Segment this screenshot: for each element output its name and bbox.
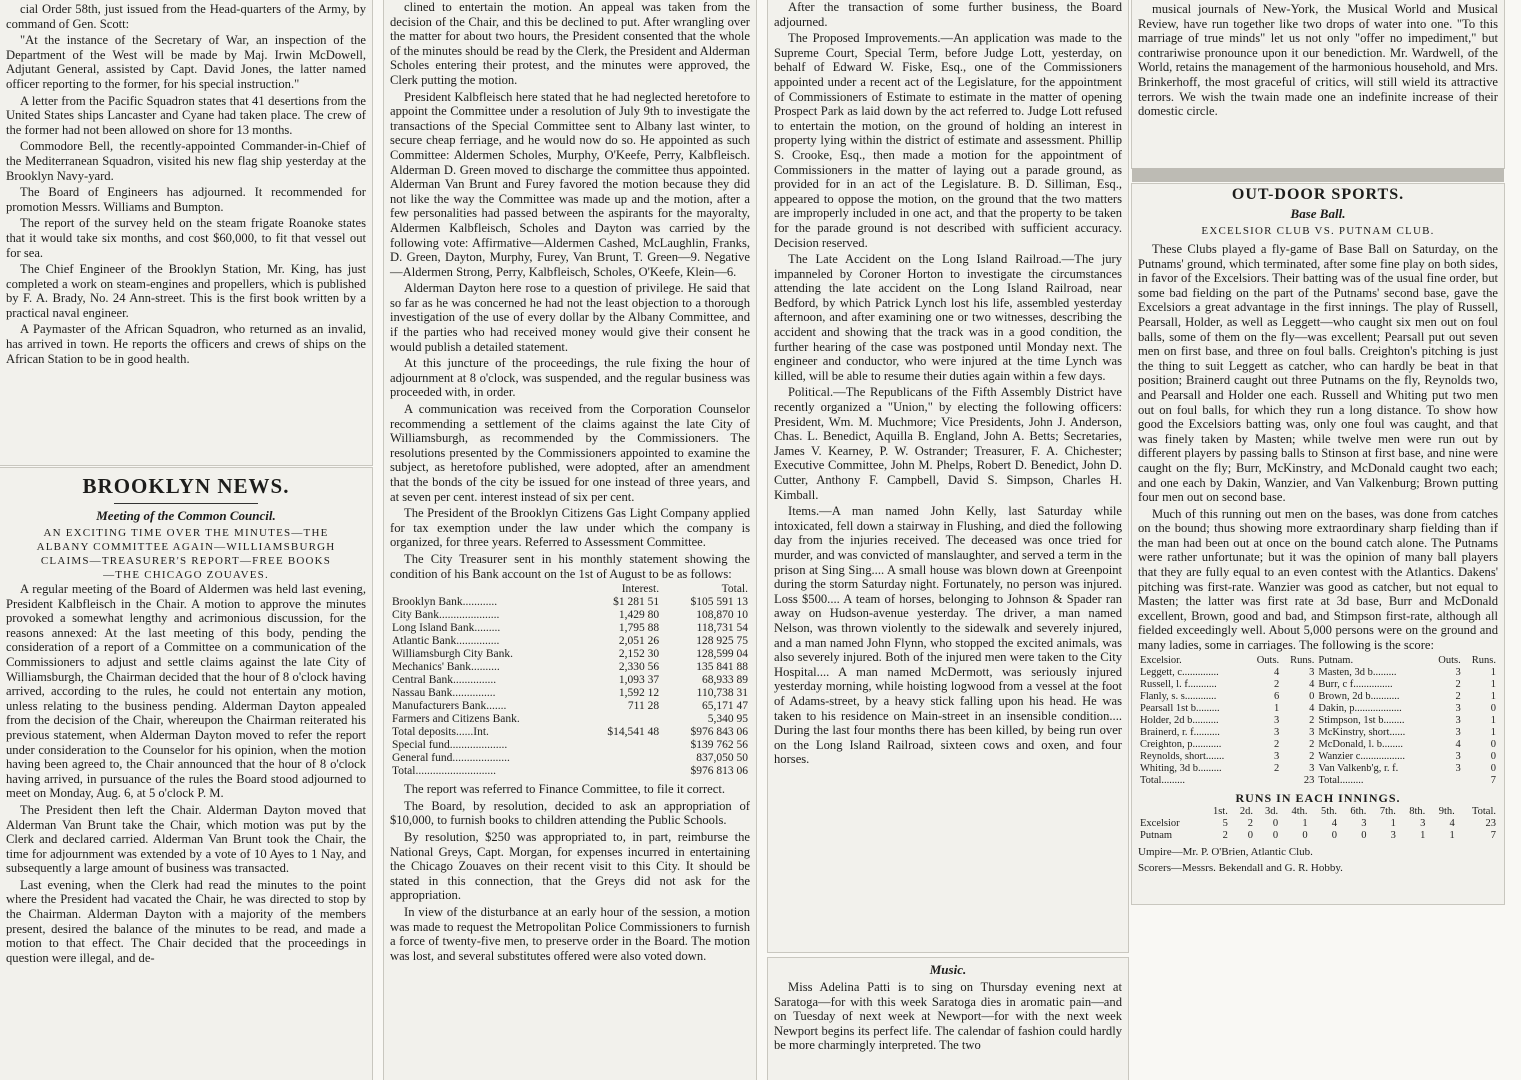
table-cell bbox=[390, 583, 580, 596]
table-cell: 2 bbox=[1273, 678, 1280, 690]
table-cell: Burr, c f............... bbox=[1318, 678, 1393, 690]
table-cell bbox=[1248, 775, 1281, 787]
table-cell: Special fund.................... bbox=[392, 739, 508, 752]
paragraph: A communication was received from the Corporation Counselor recommending a settlement of the claims against the late City of Williamsburgh, as recommended by the Commissioners. The resolutions presented by the Commissioners appointed to examine the subject, as heretofore published, were adopted, after an amendment that the bonds of the city be issued for one instead of three years, and at seven per cent. interest instead of six per cent. bbox=[390, 402, 750, 504]
paragraph: By resolution, $250 was appropriated to, in part, reimburse the National Greys, Capt. Morgan, for expenses incurred in entertaining the Chicago Zouaves on their recent visit to this City. It should be stated in this connection, that the Greys did not ask for the appropriation. bbox=[390, 829, 750, 903]
table-cell: 2 bbox=[1309, 750, 1315, 762]
table-cell: Total......... bbox=[1318, 774, 1364, 786]
table-cell: Brooklyn Bank............ bbox=[392, 596, 498, 609]
paragraph: A Paymaster of the African Squadron, who returned as an invalid, has arrived in town. He reports the officers and crews of ships on the African Station to be in good health. bbox=[6, 322, 366, 366]
column-4-sports bbox=[1132, 186, 1504, 904]
table-row bbox=[390, 661, 750, 674]
table-cell: Putnam. bbox=[1318, 654, 1354, 666]
article-title: Meeting of the Common Council. bbox=[96, 508, 276, 523]
paragraph: Last evening, when the Clerk had read the minutes to the point where the President had vacated the Chair, he was directed to stop by the Chairman. Alderman Dayton with a majority of the members present, desired the balance of the minutes to be read, and made a motion to that effect. The Chair decided that the proceedings in question were illegal, and de- bbox=[6, 877, 366, 965]
table-cell: 3 bbox=[1390, 829, 1396, 841]
table-cell: Brainerd, r. f.......... bbox=[1140, 726, 1220, 738]
table-row bbox=[390, 765, 750, 778]
table-cell: 2 bbox=[1309, 738, 1315, 750]
table-cell bbox=[580, 739, 661, 752]
table-cell: $139 762 56 bbox=[690, 739, 748, 752]
paragraph: Much of this running out men on the bases, was done from catches on the bound; thus showing more extraordinary sharp fielding than if the man had been out at once on the bound catch alone. The Putnams were rather unfortunate; but it was the opinion of many ball players that they are fully equal to an even contest with the Atlantics. Dakens' pitching was first-rate. Wanzier was good as catcher, but not equal to Masten; the latter was first rate at 3d base, Burr and McDonald excellent, Brown, good and bad, and Stimpson first-rate, although all fielded exceedingly well. About 5,000 persons were on the ground and many ladies, some in carriages. The following is the score: bbox=[1138, 506, 1498, 653]
clipping-musical-journals bbox=[1132, 0, 1504, 168]
table-cell: Outs. bbox=[1438, 654, 1461, 666]
table-cell: 2d. bbox=[1239, 805, 1253, 817]
table-cell bbox=[1430, 775, 1463, 787]
table-row bbox=[390, 713, 750, 726]
paragraph: clined to entertain the motion. An appeal was taken from the decision of the Chair, and this be declined to put. After wrangling over the matter for about two hours, the President consented that the whole of the minutes should be read by the Clerk, the President and Alderman Scholes entering their protest, and the minutes were approved, the Clerk putting the motion. bbox=[390, 0, 750, 87]
column-2 bbox=[384, 0, 756, 1080]
paragraph: The Proposed Improvements.—An application was made to the Supreme Court, Special Term, before Judge Lott, yesterday, on behalf of Edward W. Fiske, Esq., one of the Commissioners appointed under a recent act of the Legislature, for the appointment of Commissioners of Estimate to estimate in the matter of opening Prospect Park as laid down by the act referred to. Judge Lott refused to entertain the motion, on the ground of holding an interest in property lying within the district of estimate and assessment. Phillip S. Crooke, Esq., then made a motion for the appointment of Commissioners in the matter of laying out a parade ground, as provided for in an act of the Legislature. B. D. Silliman, Esq., appeared to oppose the motion, on the ground that the two matters are improperly included in one act, and that the property to be taken for the parade ground is not described with sufficient accuracy. Decision reserved. bbox=[774, 31, 1122, 250]
journals-paragraph: musical journals of New-York, the Musical World and Musical Review, have run together like two drops of water into one. "To this marriage of true minds" let us not only "offer no impediment," but contrariwise pronounce upon it our benediction. Mr. Wardwell, of the World, retains the management of the harmonious household, and Mrs. Brinkerhoff, the most graceful of critics, will still wield its attractive terrors. We wish the twain made one an indefinite increase of their domestic circle. bbox=[1138, 2, 1498, 119]
table-row bbox=[1138, 751, 1498, 763]
table-cell: 5th. bbox=[1320, 805, 1337, 817]
table-row bbox=[390, 752, 750, 765]
table-row bbox=[390, 739, 750, 752]
table-header-row bbox=[1138, 655, 1498, 667]
table-cell: Williamsburgh City Bank. bbox=[392, 648, 514, 661]
table-cell: 0 bbox=[1247, 829, 1253, 841]
table-cell: Total deposits......Int. bbox=[392, 726, 489, 739]
table-cell: 1 bbox=[1490, 714, 1496, 726]
table-cell: 1,795 88 bbox=[618, 622, 660, 635]
table-cell: Masten, 3d b......... bbox=[1318, 666, 1397, 678]
score-table bbox=[1138, 655, 1498, 787]
paragraph: In view of the disturbance at an early hour of the session, a motion was made to request the Metropolitan Police Commissioners to furnish a force of twenty-five men, to preserve order in the Board. The motion was lost, and several substitutes offered were also voted down. bbox=[390, 904, 750, 963]
table-row bbox=[1138, 739, 1498, 751]
divider bbox=[114, 503, 258, 504]
column-3 bbox=[768, 0, 1128, 952]
clipping-music bbox=[768, 958, 1128, 1080]
table-cell: 2 bbox=[1455, 678, 1461, 690]
table-cell: 837,050 50 bbox=[696, 752, 748, 765]
table-cell: Farmers and Citizens Bank. bbox=[392, 713, 520, 726]
paragraph: A regular meeting of the Board of Aldermen was held last evening, President Kalbfleisch in the Chair. A motion to approve the minutes provoked a somewhat lengthy and acrimonious discussion, for the reasons annexed: At the last meeting of this body, pending the consideration of a report of a Committee on a communication of the Commissioners to adjust and settle claims against the late City of Williamsburgh, the Chairman decided that the hour of 8 o'clock having arrived, according to the rules, he could not entertain any motion, unless relating to the business pending. Alderman Dayton appealed from the decision of the Chair, whereupon the Chairman reiterated his previous statement, when Alderman Dayton moved to refer the report under consideration to the Counselor for his opinion, when the motion having been agreed to, the Chair announced that the hour of 8 o'clock having arrived, in pursuance of the rules the Board stood adjourned to meet on Monday, Aug. 6, at 5 o'clock P. M. bbox=[6, 582, 366, 801]
deck-line: —THE CHICAGO ZOUAVES. bbox=[103, 569, 269, 581]
deck-line: ALBANY COMMITTEE AGAIN—WILLIAMSBURGH bbox=[36, 541, 336, 553]
table-row bbox=[1138, 703, 1498, 715]
table-cell: 118,731 54 bbox=[696, 622, 748, 635]
table-cell: Central Bank............... bbox=[392, 674, 497, 687]
scorers-line: Scorers—Messrs. Bekendall and G. R. Hobby. bbox=[1138, 862, 1343, 875]
table-cell: 1 bbox=[1490, 678, 1496, 690]
table-cell: Dakin, p.................. bbox=[1318, 702, 1402, 714]
table-row bbox=[1138, 763, 1498, 775]
table-cell: 0 bbox=[1272, 817, 1279, 829]
paragraph: Commodore Bell, the recently-appointed Commander-in-Chief of the Mediterranean Squadron, visited his new flag ship yesterday at the Brooklyn Navy-yard. bbox=[6, 139, 366, 183]
table-cell: 4 bbox=[1273, 666, 1280, 678]
table-cell: Total......... bbox=[1140, 774, 1186, 786]
table-cell: 0 bbox=[1490, 762, 1496, 774]
column-4-top bbox=[1132, 2, 1504, 168]
table-cell: 0 bbox=[1361, 829, 1367, 841]
music-paragraph: Miss Adelina Patti is to sing on Thursday evening next at Saratoga—for with this week Saratoga dies in aromatic pain—and on Tuesday of next week at Newport—for with the next week Newport begins its perfect life. The calendar of fashion could hardly be more charmingly interpreted. The two bbox=[774, 980, 1122, 1053]
table-cell bbox=[580, 765, 661, 778]
table-cell: Brown, 2d b........... bbox=[1318, 690, 1400, 702]
column-1-top bbox=[0, 2, 372, 465]
paragraph: These Clubs played a fly-game of Base Ball on Saturday, on the Putnams' ground, which terminated, after some fine play on both sides, in favor of the Excelsiors. Their batting was of the usual fine order, but some bad fielding on the part of the Putnams' second base, gave the Excelsiors a great advantage in the first innings. The play of Russell, Pearsall, Holder, as well as Leggett—who caught six men out on foul balls, some of them on the fly—was excellent; Pearsall put out seven men on first base, and three on foul balls. Creighton's pitching is just the thing to suit Leggett as catcher, who can hardly be beat in that position; Brainerd caught out three Putnams on the fly, Reynolds two, and Pearsall and Holder one each. Russell and Whiting put two men out on foul balls, for which they run a long distance. To show how good the Excelsiors batting was, only one foul was caught, and that was finely taken by Masten; while twelve men were run out by different players by passing balls to Stinson at first base, and nine were caught on the fly; Burr, McKinstry, and McDonald caught two each; and one each by Dakin, Wanzier, and Van Valkenburg; Brown putting four men out on second base. bbox=[1138, 242, 1498, 505]
table-row bbox=[1138, 691, 1498, 703]
table-header-row bbox=[390, 583, 750, 596]
table-cell: Total. bbox=[721, 583, 748, 596]
table-cell: 1 bbox=[1449, 829, 1455, 841]
clipping-council-continued bbox=[384, 0, 756, 1080]
table-cell bbox=[580, 713, 661, 726]
table-cell: Outs. bbox=[1256, 654, 1280, 666]
paragraph: The report of the survey held on the steam frigate Roanoke states that it would take six months, and cost $60,000, to fit that vessel out for sea. bbox=[6, 216, 366, 260]
table-cell: Flanly, s. s............ bbox=[1140, 690, 1217, 702]
table-row bbox=[1138, 775, 1498, 787]
paragraph: The Board, by resolution, decided to ask an appropriation of $10,000, to furnish books to children attending the Public Schools. bbox=[390, 798, 750, 828]
table-cell: 3 bbox=[1455, 714, 1461, 726]
table-cell: 7 bbox=[1490, 829, 1496, 841]
table-cell: 110,738 31 bbox=[696, 687, 748, 700]
table-cell bbox=[1138, 806, 1202, 818]
article-deck bbox=[6, 526, 366, 582]
clipping-brooklyn-news bbox=[0, 468, 372, 1080]
table-cell: 3 bbox=[1420, 817, 1426, 829]
match-title: EXCELSIOR CLUB VS. PUTNAM CLUB. bbox=[1201, 225, 1435, 237]
table-row bbox=[390, 687, 750, 700]
paragraph: "At the instance of the Secretary of War, an inspection of the Department of the West will be made by Maj. Irwin McDowell, Adjutant General, assisted by Capt. David Jones, the latter named officer reporting to the former, for his special instruction." bbox=[6, 33, 366, 91]
table-cell: 1 bbox=[1490, 666, 1496, 678]
paragraph: Items.—A man named John Kelly, last Saturday while intoxicated, fell down a stairway in Flushing, and died the following day from the injuries received. The deceased was once tried for murder, and was convicted of manslaughter, and served a term in the prison at Sing Sing.... A small house was blown down at Greenpoint during the storm Saturday night. Fortunately, no person was injured. Loss $500.... A team of horses, belonging to Johnson & Spader ran away on Hudson-avenue yesterday. The driver, a man named Nelson, was thrown violently to the sidewalk and severely injured, and a man named John Flynn, who stopped the excited animals, was also severely injured. Both of the injured men were taken to the City Hospital.... A man named McDermott, was seriously injured yesterday morning, while hoisting logwood from a vessel at the foot of Adams-street, by a heavy stick falling upon his head. He was taken to his residence on Main-street in an insensible condition.... During the last four months there has been killed, by being run over on the Long Island Railroad, sixteen cows and oxen, and four horses. bbox=[774, 504, 1122, 767]
deck-line: AN EXCITING TIME OVER THE MINUTES—THE bbox=[43, 527, 329, 539]
table-cell: 3 bbox=[1361, 817, 1367, 829]
table-cell: Putnam bbox=[1140, 829, 1173, 841]
table-cell: 128,599 04 bbox=[696, 648, 748, 661]
table-cell: 3 bbox=[1309, 762, 1315, 774]
table-cell: General fund.................... bbox=[392, 752, 510, 765]
table-header-row bbox=[1138, 806, 1498, 818]
table-cell: 128 925 75 bbox=[696, 635, 748, 648]
music-column bbox=[768, 960, 1128, 1080]
table-cell: Excelsior. bbox=[1140, 654, 1182, 666]
table-cell: 2 bbox=[1273, 762, 1280, 774]
innings-title: RUNS IN EACH INNINGS. bbox=[1235, 790, 1401, 805]
table-cell: $14,541 48 bbox=[607, 726, 660, 739]
deck-line: CLAIMS—TREASURER'S REPORT—FREE BOOKS bbox=[40, 555, 332, 567]
table-cell: 2 bbox=[1247, 817, 1253, 829]
paragraph: The Chief Engineer of the Brooklyn Station, Mr. King, has just completed a work on steam-engines and propellers, which is published by F. A. Brady, No. 24 Ann-street. This is the first book written by a practical naval engineer. bbox=[6, 262, 366, 320]
paragraph: After the transaction of some further business, the Board adjourned. bbox=[774, 0, 1122, 29]
table-row bbox=[390, 596, 750, 609]
table-row bbox=[390, 609, 750, 622]
table-cell: 6th. bbox=[1350, 805, 1367, 817]
table-row bbox=[1138, 818, 1498, 830]
table-cell: Creighton, p........... bbox=[1140, 738, 1222, 750]
table-cell: 0 bbox=[1490, 738, 1496, 750]
table-cell: $105 591 13 bbox=[690, 596, 748, 609]
table-cell: Russell, l. f........... bbox=[1140, 678, 1217, 690]
bank-table bbox=[390, 583, 750, 778]
table-row bbox=[390, 635, 750, 648]
table-row bbox=[1138, 667, 1498, 679]
table-cell: Leggett, c.............. bbox=[1140, 666, 1219, 678]
column-1-bottom bbox=[0, 472, 372, 1080]
table-cell: 1,592 12 bbox=[618, 687, 660, 700]
table-cell: 3 bbox=[1455, 702, 1461, 714]
table-cell: 0 bbox=[1490, 702, 1496, 714]
table-cell: Interest. bbox=[621, 583, 660, 596]
council-closing-paragraphs bbox=[390, 782, 750, 963]
table-cell: 1 bbox=[1302, 817, 1308, 829]
table-cell: Reynolds, short....... bbox=[1140, 750, 1225, 762]
table-cell: 3 bbox=[1273, 714, 1280, 726]
council-paragraphs bbox=[390, 0, 750, 581]
table-cell: $976 813 06 bbox=[690, 765, 748, 778]
clipping-local-items bbox=[768, 0, 1128, 952]
table-row bbox=[1138, 679, 1498, 691]
table-cell: 4 bbox=[1455, 738, 1461, 750]
paragraph: Alderman Dayton here rose to a question of privilege. He said that so far as he was concerned he had not the least objection to a thorough investigation of the use of every dollar by the Albany Committee, and if the parties who had received money would give their consent he would publish a detailed statement. bbox=[390, 281, 750, 354]
table-cell: 108,870 10 bbox=[696, 609, 748, 622]
table-row bbox=[1138, 727, 1498, 739]
table-cell: Runs. bbox=[1471, 654, 1496, 666]
table-cell: City Bank..................... bbox=[392, 609, 500, 622]
table-cell: 1,429 80 bbox=[618, 609, 660, 622]
umpire-line: Umpire—Mr. P. O'Brien, Atlantic Club. bbox=[1138, 845, 1313, 858]
table-cell: 5 bbox=[1222, 817, 1228, 829]
table-cell: 1st. bbox=[1212, 805, 1228, 817]
table-row bbox=[1138, 830, 1498, 842]
table-cell: 65,171 47 bbox=[702, 700, 748, 713]
table-cell: 0 bbox=[1302, 829, 1308, 841]
table-cell: $976 843 06 bbox=[690, 726, 748, 739]
table-cell: McDonald, l. b........ bbox=[1318, 738, 1403, 750]
table-cell: McKinstry, short...... bbox=[1318, 726, 1406, 738]
table-cell: 2,051 26 bbox=[618, 635, 660, 648]
section-heading: BROOKLYN NEWS. bbox=[82, 474, 290, 498]
table-cell: Runs. bbox=[1290, 654, 1315, 666]
paragraph: Political.—The Republicans of the Fifth Assembly District have recently organized a "Union," by electing the following officers: President, Wm. M. Muchmore; Vice Presidents, John J. Anderson, Chas. L. Benedict, Aquilla B. England, John A. Betts; Secretaries, James V. Kearney, P. W. Ostrander; Treasurer, F. A. Chichester; Executive Committee, John M. Phelps, Robert D. Benedict, John D. Cutter, Anthony F. Campbell, David S. Simpson, Charles H. Kimball. bbox=[774, 385, 1122, 502]
clipping-base-ball bbox=[1132, 184, 1504, 904]
table-cell: 8th. bbox=[1409, 805, 1426, 817]
table-cell: 2 bbox=[1455, 690, 1461, 702]
base-ball-heading: Base Ball. bbox=[1290, 206, 1346, 221]
table-row bbox=[390, 648, 750, 661]
table-cell: Pearsall 1st b......... bbox=[1140, 702, 1220, 714]
table-cell: 3d. bbox=[1265, 805, 1279, 817]
table-cell: Atlantic Bank............... bbox=[392, 635, 500, 648]
table-cell: 2,330 56 bbox=[618, 661, 660, 674]
table-cell: 2 bbox=[1273, 738, 1280, 750]
table-cell: 3 bbox=[1273, 750, 1280, 762]
table-cell: 23 bbox=[1485, 817, 1496, 829]
table-cell: 3 bbox=[1309, 726, 1315, 738]
table-cell: 3 bbox=[1273, 726, 1280, 738]
table-cell: 4th. bbox=[1291, 805, 1308, 817]
table-cell: Nassau Bank............... bbox=[392, 687, 496, 700]
table-cell: 0 bbox=[1309, 690, 1315, 702]
innings-table bbox=[1138, 806, 1498, 842]
table-cell: 3 bbox=[1455, 726, 1461, 738]
table-cell: 3 bbox=[1455, 666, 1461, 678]
table-cell: 4 bbox=[1309, 702, 1315, 714]
table-row bbox=[390, 674, 750, 687]
paragraph: At this juncture of the proceedings, the rule fixing the hour of adjournment at 8 o'clock, was suspended, and the regular business was proceeded with, in order. bbox=[390, 356, 750, 400]
sports-heading: OUT-DOOR SPORTS. bbox=[1231, 186, 1405, 203]
table-cell: 4 bbox=[1331, 817, 1337, 829]
game-report bbox=[1138, 242, 1498, 653]
paragraph: The President then left the Chair. Alderman Dayton moved that Alderman Van Brunt take the Chair, which motion was put by the Clerk and declared carried. Alderman Van Brunt took the Chair, the time for adjournment was extended by a vote of 10 Ayes to 1 Nay, and subsequently a large amount of business was transacted. bbox=[6, 802, 366, 876]
table-cell: 3 bbox=[1455, 762, 1461, 774]
table-cell: 0 bbox=[1490, 750, 1496, 762]
table-cell: 1 bbox=[1490, 690, 1496, 702]
table-cell: 7 bbox=[1490, 774, 1496, 786]
clipping-navy-news bbox=[0, 0, 372, 465]
table-cell: 0 bbox=[1331, 829, 1337, 841]
table-cell: $1 281 51 bbox=[613, 596, 660, 609]
table-cell: 0 bbox=[1272, 829, 1279, 841]
table-cell: 23 bbox=[1303, 774, 1315, 786]
table-cell: 5,340 95 bbox=[707, 713, 748, 726]
paragraph: The City Treasurer sent in his monthly statement showing the condition of his Bank account on the 1st of August to be as follows: bbox=[390, 551, 750, 581]
article-body bbox=[6, 582, 366, 965]
paragraph: President Kalbfleisch here stated that he had neglected heretofore to appoint the Committee under a resolution of July 9th to investigate the transactions of the Special Committee sent to Albany last winter, to secure cheap ferriage, and he would now do so. He appointed as such Committee: Aldermen Scholes, Murphy, O'Keefe, Perry, Kalbfleisch. Alderman D. Green moved to discharge the committee thus appointed. Alderman Van Brunt and Furey favored the motion because they did not like the way the Committee was made up and the motion, after a few personalities had passed between the aspirants for the mayoralty, Aldermen Kalbfleisch, Scholes and Dayton was carried by the following vote: Affirmative—Aldermen Cashed, McLaughlin, Franks, D. Green, Dayton, Murphy, Furey, Van Brunt, T. Green—9. Negative—Aldermen Strong, Perry, Kalbfleisch, Scholes, O'Keefe, Klein—6. bbox=[390, 89, 750, 279]
table-row bbox=[1138, 715, 1498, 727]
table-cell: 135 841 88 bbox=[696, 661, 748, 674]
paragraph: A letter from the Pacific Squadron states that 41 desertions from the United States ships Lancaster and Cyane had taken place. The crew of the former had not been allowed on shore for 13 months. bbox=[6, 93, 366, 137]
table-cell: Whiting, 3d b......... bbox=[1140, 762, 1222, 774]
table-cell: Total. bbox=[1471, 805, 1496, 817]
table-cell: 4 bbox=[1449, 817, 1455, 829]
table-cell bbox=[580, 752, 661, 765]
table-cell: 3 bbox=[1309, 666, 1315, 678]
table-cell: 2,152 30 bbox=[618, 648, 660, 661]
table-cell: Manufacturers Bank....... bbox=[392, 700, 507, 713]
table-cell: Stimpson, 1st b........ bbox=[1318, 714, 1405, 726]
table-cell: Mechanics' Bank.......... bbox=[392, 661, 500, 674]
table-cell: 1 bbox=[1390, 817, 1396, 829]
table-cell: Total............................ bbox=[392, 765, 496, 778]
table-cell: 1 bbox=[1490, 726, 1496, 738]
table-cell: Excelsior bbox=[1140, 817, 1180, 829]
table-row bbox=[390, 622, 750, 635]
table-cell: 6 bbox=[1273, 690, 1280, 702]
music-heading: Music. bbox=[929, 962, 967, 977]
table-cell: 1,093 37 bbox=[618, 674, 660, 687]
table-cell: 3 bbox=[1455, 750, 1461, 762]
table-cell: 1 bbox=[1273, 702, 1280, 714]
table-cell: Long Island Bank......... bbox=[392, 622, 501, 635]
table-cell: Holder, 2d b.......... bbox=[1140, 714, 1219, 726]
table-cell: Wanzier c................. bbox=[1318, 750, 1406, 762]
paragraph: cial Order 58th, just issued from the Head-quarters of the Army, by command of Gen. Scott: bbox=[6, 2, 366, 31]
table-cell: 68,933 89 bbox=[702, 674, 748, 687]
paragraph: The Board of Engineers has adjourned. It recommended for promotion Messrs. Williams and Bumpton. bbox=[6, 185, 366, 214]
paragraph: The President of the Brooklyn Citizens Gas Light Company applied for tax exemption under the law under which the company is organized, for three years. Referred to Assessment Committee. bbox=[390, 506, 750, 550]
paragraph: The report was referred to Finance Committee, to file it correct. bbox=[404, 782, 726, 797]
table-cell: 1 bbox=[1420, 829, 1426, 841]
table-row bbox=[390, 726, 750, 739]
table-cell: 7th. bbox=[1379, 805, 1396, 817]
table-cell: 4 bbox=[1309, 678, 1315, 690]
scan-edge bbox=[1132, 168, 1504, 182]
paragraph: The Late Accident on the Long Island Railroad.—The jury impanneled by Coroner Horton to investigate the circumstances attending the late accident on the Long Island Railroad, near Bedford, by which Patrick Lynch lost his life, assembled yesterday afternoon, and after examining one or two witnesses, describing the accident and showing that the track was in a good condition, the further hearing of the case was postponed until Monday next. The engineer and conductor, who were injured at the time Lynch was killed, will be able to resume their duties again within a few days. bbox=[774, 252, 1122, 383]
table-cell: 2 bbox=[1309, 714, 1315, 726]
table-cell: 711 28 bbox=[627, 700, 660, 713]
table-row bbox=[390, 700, 750, 713]
table-cell: 9th. bbox=[1438, 805, 1455, 817]
table-cell: 2 bbox=[1222, 829, 1228, 841]
table-cell: Van Valkenb'g, r. f. bbox=[1318, 762, 1399, 774]
